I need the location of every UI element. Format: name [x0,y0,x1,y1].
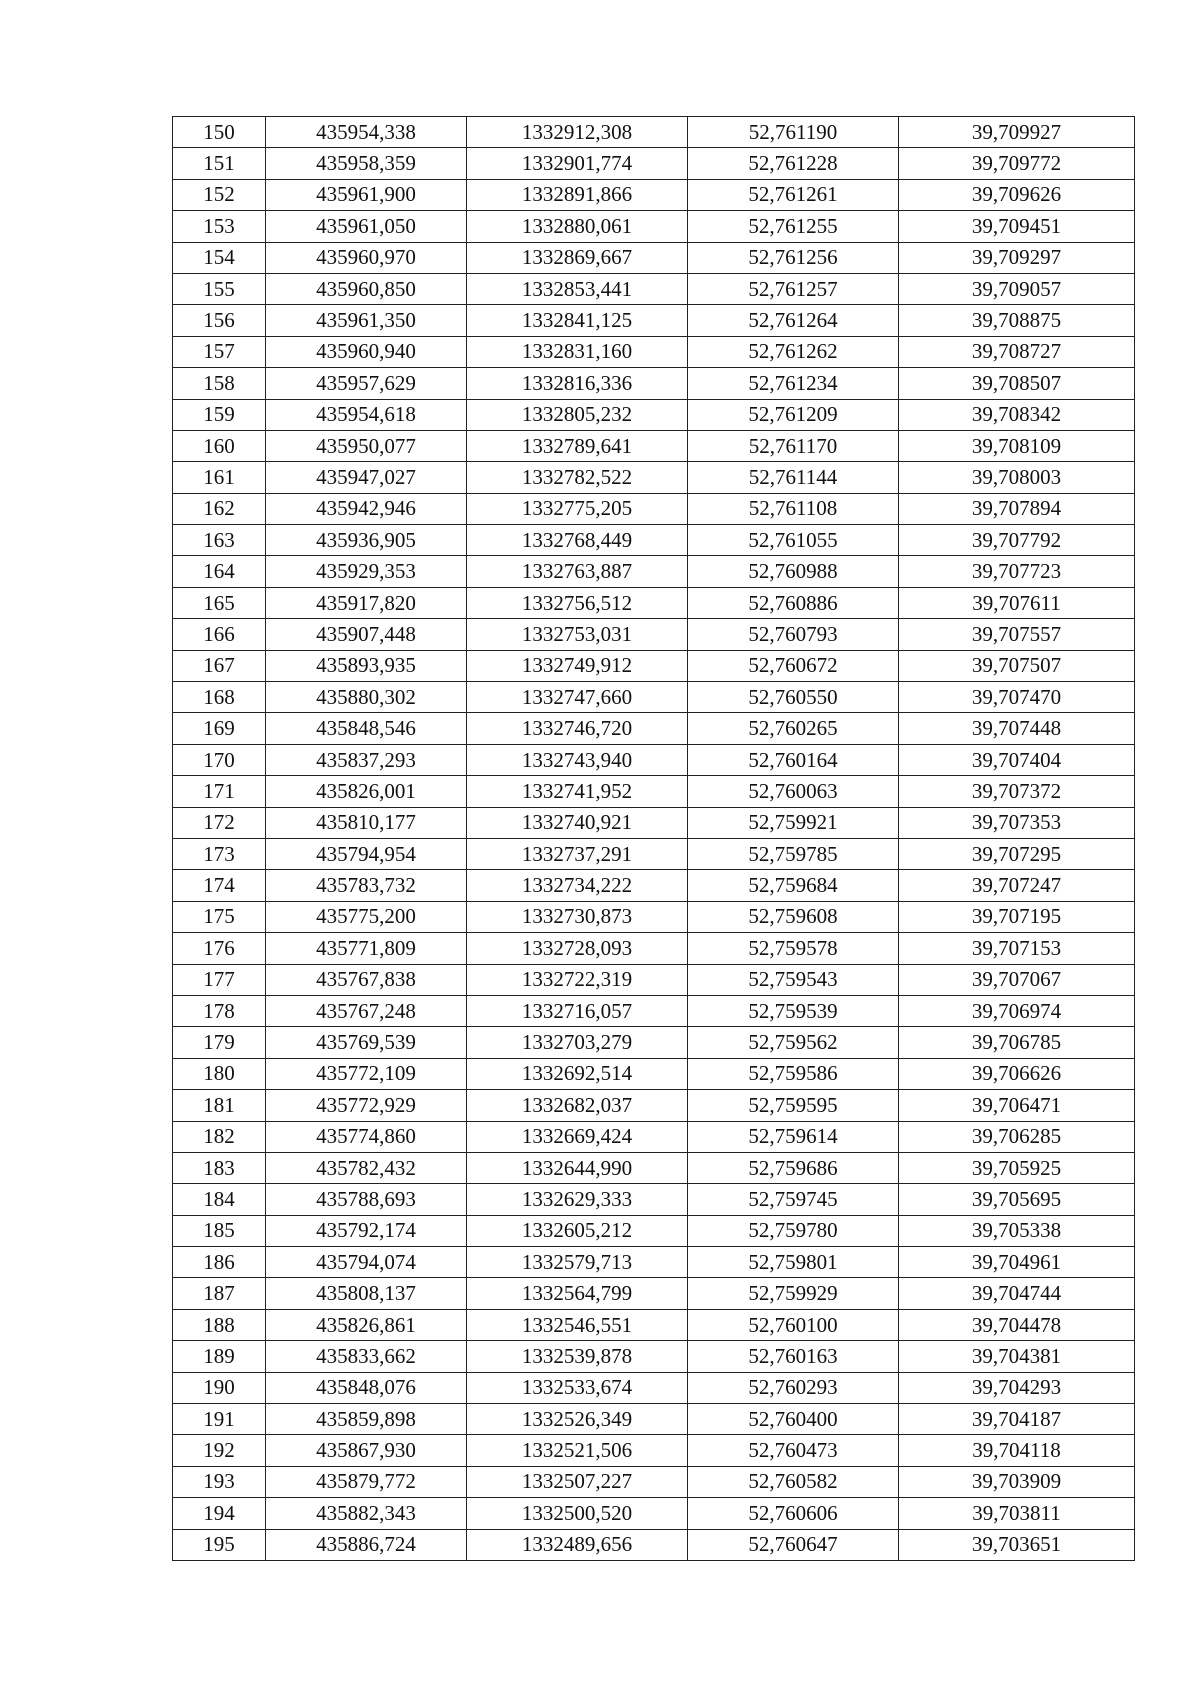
longitude-cell: 39,709772 [899,148,1135,179]
latitude-cell: 52,760164 [688,744,899,775]
longitude-cell: 39,703651 [899,1529,1135,1560]
longitude-cell: 39,707723 [899,556,1135,587]
x-coordinate-cell: 435882,343 [266,1498,467,1529]
point-number-cell: 170 [173,744,266,775]
point-number-cell: 181 [173,1090,266,1121]
point-number-cell: 158 [173,368,266,399]
x-coordinate-cell: 435848,546 [266,713,467,744]
y-coordinate-cell: 1332746,720 [467,713,688,744]
y-coordinate-cell: 1332521,506 [467,1435,688,1466]
point-number-cell: 165 [173,587,266,618]
table-row [173,807,1135,838]
point-number-cell: 154 [173,242,266,273]
y-coordinate-cell: 1332869,667 [467,242,688,273]
table-row [173,242,1135,273]
point-number-cell: 184 [173,1184,266,1215]
longitude-cell: 39,708727 [899,336,1135,367]
y-coordinate-cell: 1332500,520 [467,1498,688,1529]
x-coordinate-cell: 435961,900 [266,179,467,210]
longitude-cell: 39,708003 [899,462,1135,493]
longitude-cell: 39,707557 [899,619,1135,650]
point-number-cell: 179 [173,1027,266,1058]
x-coordinate-cell: 435960,940 [266,336,467,367]
longitude-cell: 39,705695 [899,1184,1135,1215]
x-coordinate-cell: 435794,074 [266,1247,467,1278]
point-number-cell: 183 [173,1152,266,1183]
longitude-cell: 39,709451 [899,211,1135,242]
x-coordinate-cell: 435788,693 [266,1184,467,1215]
y-coordinate-cell: 1332579,713 [467,1247,688,1278]
latitude-cell: 52,759562 [688,1027,899,1058]
x-coordinate-cell: 435880,302 [266,682,467,713]
longitude-cell: 39,707195 [899,901,1135,932]
longitude-cell: 39,704961 [899,1247,1135,1278]
point-number-cell: 164 [173,556,266,587]
y-coordinate-cell: 1332489,656 [467,1529,688,1560]
y-coordinate-cell: 1332841,125 [467,305,688,336]
x-coordinate-cell: 435950,077 [266,430,467,461]
y-coordinate-cell: 1332782,522 [467,462,688,493]
x-coordinate-cell: 435947,027 [266,462,467,493]
table-row [173,1278,1135,1309]
point-number-cell: 161 [173,462,266,493]
y-coordinate-cell: 1332912,308 [467,117,688,148]
table-row [173,933,1135,964]
y-coordinate-cell: 1332734,222 [467,870,688,901]
point-number-cell: 169 [173,713,266,744]
longitude-cell: 39,707353 [899,807,1135,838]
y-coordinate-cell: 1332728,093 [467,933,688,964]
point-number-cell: 153 [173,211,266,242]
y-coordinate-cell: 1332740,921 [467,807,688,838]
coordinates-table [172,116,1135,1561]
y-coordinate-cell: 1332880,061 [467,211,688,242]
x-coordinate-cell: 435907,448 [266,619,467,650]
longitude-cell: 39,707153 [899,933,1135,964]
x-coordinate-cell: 435867,930 [266,1435,467,1466]
table-row [173,838,1135,869]
point-number-cell: 150 [173,117,266,148]
table-row [173,964,1135,995]
y-coordinate-cell: 1332753,031 [467,619,688,650]
longitude-cell: 39,706626 [899,1058,1135,1089]
latitude-cell: 52,760063 [688,776,899,807]
y-coordinate-cell: 1332644,990 [467,1152,688,1183]
latitude-cell: 52,759780 [688,1215,899,1246]
table-row [173,682,1135,713]
table-row [173,870,1135,901]
table-row [173,179,1135,210]
x-coordinate-cell: 435794,954 [266,838,467,869]
longitude-cell: 39,706974 [899,995,1135,1026]
table-row [173,995,1135,1026]
x-coordinate-cell: 435826,861 [266,1309,467,1340]
longitude-cell: 39,707470 [899,682,1135,713]
longitude-cell: 39,706785 [899,1027,1135,1058]
latitude-cell: 52,759929 [688,1278,899,1309]
table-row [173,1247,1135,1278]
x-coordinate-cell: 435936,905 [266,525,467,556]
y-coordinate-cell: 1332763,887 [467,556,688,587]
latitude-cell: 52,759801 [688,1247,899,1278]
longitude-cell: 39,707067 [899,964,1135,995]
latitude-cell: 52,759578 [688,933,899,964]
table-row [173,1498,1135,1529]
y-coordinate-cell: 1332546,551 [467,1309,688,1340]
x-coordinate-cell: 435958,359 [266,148,467,179]
table-row [173,901,1135,932]
table-row [173,1027,1135,1058]
latitude-cell: 52,760647 [688,1529,899,1560]
longitude-cell: 39,707507 [899,650,1135,681]
y-coordinate-cell: 1332901,774 [467,148,688,179]
table-row [173,1309,1135,1340]
point-number-cell: 178 [173,995,266,1026]
longitude-cell: 39,707372 [899,776,1135,807]
latitude-cell: 52,760550 [688,682,899,713]
x-coordinate-cell: 435792,174 [266,1215,467,1246]
x-coordinate-cell: 435833,662 [266,1341,467,1372]
x-coordinate-cell: 435782,432 [266,1152,467,1183]
x-coordinate-cell: 435771,809 [266,933,467,964]
latitude-cell: 52,760293 [688,1372,899,1403]
y-coordinate-cell: 1332891,866 [467,179,688,210]
x-coordinate-cell: 435783,732 [266,870,467,901]
point-number-cell: 188 [173,1309,266,1340]
latitude-cell: 52,761257 [688,273,899,304]
y-coordinate-cell: 1332853,441 [467,273,688,304]
longitude-cell: 39,707611 [899,587,1135,618]
table-row [173,1404,1135,1435]
point-number-cell: 186 [173,1247,266,1278]
point-number-cell: 172 [173,807,266,838]
x-coordinate-cell: 435767,248 [266,995,467,1026]
point-number-cell: 159 [173,399,266,430]
x-coordinate-cell: 435826,001 [266,776,467,807]
y-coordinate-cell: 1332722,319 [467,964,688,995]
latitude-cell: 52,761170 [688,430,899,461]
latitude-cell: 52,760582 [688,1466,899,1497]
longitude-cell: 39,705925 [899,1152,1135,1183]
y-coordinate-cell: 1332747,660 [467,682,688,713]
longitude-cell: 39,707247 [899,870,1135,901]
x-coordinate-cell: 435942,946 [266,493,467,524]
x-coordinate-cell: 435961,050 [266,211,467,242]
longitude-cell: 39,707448 [899,713,1135,744]
table-row [173,211,1135,242]
table-row [173,462,1135,493]
latitude-cell: 52,759684 [688,870,899,901]
x-coordinate-cell: 435848,076 [266,1372,467,1403]
point-number-cell: 160 [173,430,266,461]
y-coordinate-cell: 1332605,212 [467,1215,688,1246]
latitude-cell: 52,759614 [688,1121,899,1152]
longitude-cell: 39,707404 [899,744,1135,775]
table-row [173,273,1135,304]
table-row [173,1152,1135,1183]
table-row [173,525,1135,556]
point-number-cell: 166 [173,619,266,650]
latitude-cell: 52,760400 [688,1404,899,1435]
table-row [173,713,1135,744]
y-coordinate-cell: 1332692,514 [467,1058,688,1089]
point-number-cell: 190 [173,1372,266,1403]
table-row [173,430,1135,461]
latitude-cell: 52,761264 [688,305,899,336]
point-number-cell: 176 [173,933,266,964]
y-coordinate-cell: 1332526,349 [467,1404,688,1435]
latitude-cell: 52,760473 [688,1435,899,1466]
point-number-cell: 192 [173,1435,266,1466]
point-number-cell: 162 [173,493,266,524]
latitude-cell: 52,759595 [688,1090,899,1121]
point-number-cell: 177 [173,964,266,995]
point-number-cell: 173 [173,838,266,869]
table-row [173,619,1135,650]
table-row [173,493,1135,524]
table-row [173,1372,1135,1403]
longitude-cell: 39,703909 [899,1466,1135,1497]
y-coordinate-cell: 1332831,160 [467,336,688,367]
latitude-cell: 52,761255 [688,211,899,242]
y-coordinate-cell: 1332749,912 [467,650,688,681]
y-coordinate-cell: 1332564,799 [467,1278,688,1309]
y-coordinate-cell: 1332539,878 [467,1341,688,1372]
y-coordinate-cell: 1332507,227 [467,1466,688,1497]
latitude-cell: 52,761256 [688,242,899,273]
point-number-cell: 191 [173,1404,266,1435]
point-number-cell: 168 [173,682,266,713]
coordinates-table-body [173,117,1135,1561]
x-coordinate-cell: 435808,137 [266,1278,467,1309]
y-coordinate-cell: 1332716,057 [467,995,688,1026]
latitude-cell: 52,759539 [688,995,899,1026]
point-number-cell: 193 [173,1466,266,1497]
table-row [173,399,1135,430]
latitude-cell: 52,760886 [688,587,899,618]
x-coordinate-cell: 435961,350 [266,305,467,336]
latitude-cell: 52,761144 [688,462,899,493]
longitude-cell: 39,706285 [899,1121,1135,1152]
point-number-cell: 180 [173,1058,266,1089]
latitude-cell: 52,761234 [688,368,899,399]
table-row [173,1058,1135,1089]
longitude-cell: 39,708507 [899,368,1135,399]
latitude-cell: 52,759921 [688,807,899,838]
latitude-cell: 52,760988 [688,556,899,587]
table-row [173,650,1135,681]
x-coordinate-cell: 435810,177 [266,807,467,838]
latitude-cell: 52,759785 [688,838,899,869]
y-coordinate-cell: 1332756,512 [467,587,688,618]
table-row [173,336,1135,367]
latitude-cell: 52,760606 [688,1498,899,1529]
y-coordinate-cell: 1332743,940 [467,744,688,775]
x-coordinate-cell: 435954,618 [266,399,467,430]
point-number-cell: 167 [173,650,266,681]
latitude-cell: 52,760163 [688,1341,899,1372]
x-coordinate-cell: 435886,724 [266,1529,467,1560]
point-number-cell: 157 [173,336,266,367]
table-row [173,744,1135,775]
table-row [173,1466,1135,1497]
x-coordinate-cell: 435775,200 [266,901,467,932]
latitude-cell: 52,761228 [688,148,899,179]
x-coordinate-cell: 435879,772 [266,1466,467,1497]
longitude-cell: 39,709297 [899,242,1135,273]
longitude-cell: 39,707894 [899,493,1135,524]
y-coordinate-cell: 1332629,333 [467,1184,688,1215]
table-row [173,117,1135,148]
latitude-cell: 52,759745 [688,1184,899,1215]
point-number-cell: 151 [173,148,266,179]
latitude-cell: 52,760100 [688,1309,899,1340]
point-number-cell: 187 [173,1278,266,1309]
table-row [173,1215,1135,1246]
point-number-cell: 155 [173,273,266,304]
point-number-cell: 195 [173,1529,266,1560]
point-number-cell: 182 [173,1121,266,1152]
y-coordinate-cell: 1332669,424 [467,1121,688,1152]
x-coordinate-cell: 435769,539 [266,1027,467,1058]
latitude-cell: 52,761209 [688,399,899,430]
point-number-cell: 171 [173,776,266,807]
latitude-cell: 52,761190 [688,117,899,148]
longitude-cell: 39,709057 [899,273,1135,304]
y-coordinate-cell: 1332682,037 [467,1090,688,1121]
x-coordinate-cell: 435954,338 [266,117,467,148]
point-number-cell: 152 [173,179,266,210]
y-coordinate-cell: 1332533,674 [467,1372,688,1403]
longitude-cell: 39,706471 [899,1090,1135,1121]
table-row [173,1090,1135,1121]
y-coordinate-cell: 1332703,279 [467,1027,688,1058]
x-coordinate-cell: 435772,929 [266,1090,467,1121]
longitude-cell: 39,704381 [899,1341,1135,1372]
x-coordinate-cell: 435837,293 [266,744,467,775]
table-row [173,1435,1135,1466]
y-coordinate-cell: 1332730,873 [467,901,688,932]
x-coordinate-cell: 435772,109 [266,1058,467,1089]
latitude-cell: 52,761055 [688,525,899,556]
latitude-cell: 52,760265 [688,713,899,744]
table-row [173,1529,1135,1560]
point-number-cell: 163 [173,525,266,556]
x-coordinate-cell: 435859,898 [266,1404,467,1435]
y-coordinate-cell: 1332737,291 [467,838,688,869]
longitude-cell: 39,708109 [899,430,1135,461]
point-number-cell: 185 [173,1215,266,1246]
longitude-cell: 39,704118 [899,1435,1135,1466]
table-row [173,556,1135,587]
longitude-cell: 39,707295 [899,838,1135,869]
longitude-cell: 39,703811 [899,1498,1135,1529]
longitude-cell: 39,708342 [899,399,1135,430]
table-row [173,776,1135,807]
x-coordinate-cell: 435957,629 [266,368,467,399]
table-row [173,1341,1135,1372]
longitude-cell: 39,709626 [899,179,1135,210]
point-number-cell: 175 [173,901,266,932]
latitude-cell: 52,760672 [688,650,899,681]
x-coordinate-cell: 435767,838 [266,964,467,995]
x-coordinate-cell: 435960,850 [266,273,467,304]
table-row [173,368,1135,399]
point-number-cell: 194 [173,1498,266,1529]
x-coordinate-cell: 435774,860 [266,1121,467,1152]
latitude-cell: 52,759543 [688,964,899,995]
y-coordinate-cell: 1332741,952 [467,776,688,807]
table-row [173,305,1135,336]
longitude-cell: 39,704744 [899,1278,1135,1309]
latitude-cell: 52,759686 [688,1152,899,1183]
latitude-cell: 52,759586 [688,1058,899,1089]
latitude-cell: 52,761261 [688,179,899,210]
point-number-cell: 189 [173,1341,266,1372]
longitude-cell: 39,705338 [899,1215,1135,1246]
latitude-cell: 52,760793 [688,619,899,650]
x-coordinate-cell: 435917,820 [266,587,467,618]
longitude-cell: 39,704478 [899,1309,1135,1340]
longitude-cell: 39,707792 [899,525,1135,556]
longitude-cell: 39,704187 [899,1404,1135,1435]
x-coordinate-cell: 435893,935 [266,650,467,681]
y-coordinate-cell: 1332805,232 [467,399,688,430]
longitude-cell: 39,708875 [899,305,1135,336]
latitude-cell: 52,761262 [688,336,899,367]
longitude-cell: 39,704293 [899,1372,1135,1403]
point-number-cell: 174 [173,870,266,901]
table-row [173,1184,1135,1215]
longitude-cell: 39,709927 [899,117,1135,148]
y-coordinate-cell: 1332775,205 [467,493,688,524]
y-coordinate-cell: 1332768,449 [467,525,688,556]
table-row [173,1121,1135,1152]
x-coordinate-cell: 435960,970 [266,242,467,273]
y-coordinate-cell: 1332789,641 [467,430,688,461]
latitude-cell: 52,759608 [688,901,899,932]
table-row [173,587,1135,618]
x-coordinate-cell: 435929,353 [266,556,467,587]
table-row [173,148,1135,179]
latitude-cell: 52,761108 [688,493,899,524]
point-number-cell: 156 [173,305,266,336]
y-coordinate-cell: 1332816,336 [467,368,688,399]
